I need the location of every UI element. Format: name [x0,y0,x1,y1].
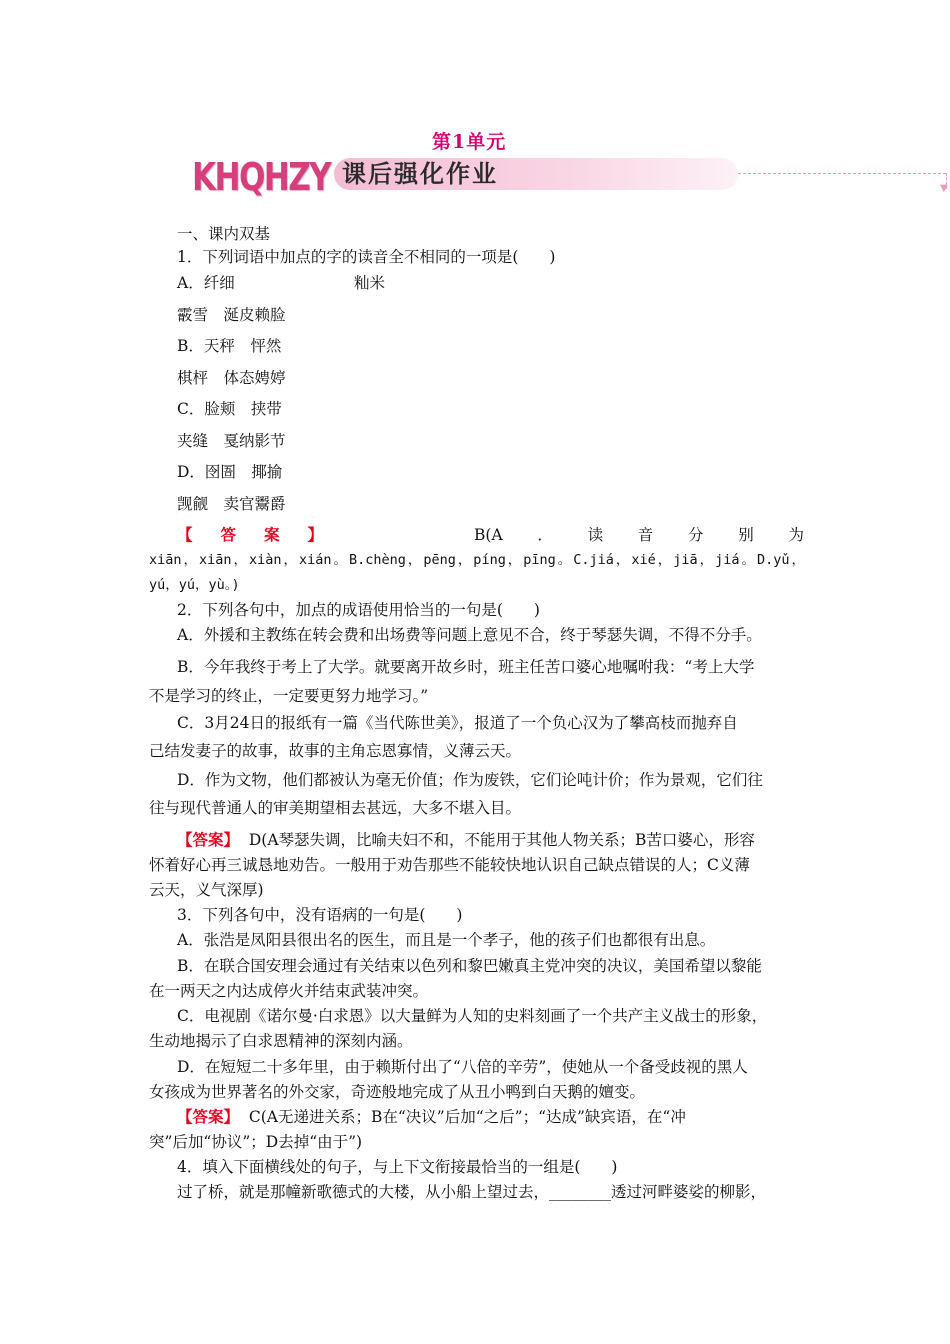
section-heading: 一、课内双基 [177,225,271,243]
q2-answer-label: 【答案】 [177,830,240,849]
q3-option-d-1: D．在短短二十多年里，由于赖斯付出了“八倍的辛劳”，使她从一个备受歧视的黑人 [177,1058,748,1076]
q4-passage-line1: 过了桥，就是那幢新歌德式的大楼，从小船上望过去，________透过河畔婆娑的柳影， [177,1183,767,1201]
q3-answer-text: C(A无递进关系；B在“决议”后加“之后”；“达成”缺宾语，在“冲 [248,1108,686,1126]
q2-option-d-1: D．作为文物，他们都被认为毫无价值；作为废铁，它们论吨计价；作为景观，它们往 [177,771,763,789]
q3-answer-line1 [177,1107,686,1127]
q1-option-b-1: B．天秤 怦然 [177,337,282,355]
q3-option-c-2: 生动地揭示了白求恩精神的深刻内涵。 [149,1032,413,1050]
q2-option-d-2: 往与现代普通人的审美期望相去甚远，大多不堪入目。 [149,799,522,817]
q3-stem: 3．下列各句中，没有语病的一句是( ) [177,906,463,924]
q2-option-b-2: 不是学习的终止，一定要更努力地学习。” [149,687,429,705]
q2-stem: 2．下列各句中，加点的成语使用恰当的一句是( ) [177,601,540,619]
q2-option-b-1: B．今年我终于考上了大学。就要离开故乡时，班主任苦口婆心地嘱咐我：“考上大学 [177,658,755,676]
q3-option-b-2: 在一两天之内达成停火并结束武装冲突。 [149,982,429,1000]
banner-logo-latin: KHQHZY [192,155,331,199]
q2-answer-line1 [177,830,755,850]
q2-option-c-2: 己结发妻子的故事，故事的主角忘恩寡情，义薄云天。 [149,742,522,760]
q2-option-c-1: C．3月24日的报纸有一篇《当代陈世美》，报道了一个负心汉为了攀高枝而抛弃自 [177,714,738,732]
banner-dashed-line [738,173,946,174]
section-banner [192,155,948,199]
q3-answer-line2: 突”后加“协议”；D去掉“由于”) [149,1133,363,1151]
q1-option-a-2: 霰雪 涎皮赖脸 [177,306,286,324]
banner-arrow-icon: ▼ [940,183,948,194]
q1-option-d-1: D．囹圄 揶揄 [177,463,283,481]
q1-answer-label: 【答案】 [177,525,352,544]
q1-option-b-2: 棋枰 体态娉婷 [177,369,286,387]
q2-answer-text: D(A琴瑟失调，比喻夫妇不和，不能用于其他人物关系；B苦口婆心，形容 [248,831,755,849]
q2-answer-line3: 云天，义气深厚) [149,881,264,899]
q3-option-c-1: C．电视剧《诺尔曼·白求恩》以大量鲜为人知的史料刻画了一个共产主义战士的形象， [177,1007,768,1025]
q3-option-b-1: B．在联合国安理会通过有关结束以色列和黎巴嫩真主党冲突的决议，美国希望以黎能 [177,957,762,975]
q2-option-a: A．外援和主教练在转会费和出场费等问题上意见不合，终于琴瑟失调，不得不分手。 [177,626,762,644]
q1-option-c-2: 夹缝 戛纳影节 [177,432,286,450]
q4-stem: 4．填入下面横线处的句子，与上下文衔接最恰当的一组是( ) [177,1158,618,1176]
q2-answer-line2: 怀着好心再三诚恳地劝告。一般用于劝告那些不能较快地认识自己缺点错误的人；C义薄 [149,856,750,874]
q1-stem: 1．下列词语中加点的字的读音全不相同的一项是( ) [177,248,556,266]
q3-answer-label: 【答案】 [177,1107,240,1126]
q3-option-d-2: 女孩成为世界著名的外交家，奇迹般地完成了从丑小鸭到白天鹅的嬗变。 [149,1083,646,1101]
q1-answer-line3: yú，yú，yù。) [149,577,240,593]
q3-option-a: A．张浩是凤阳县很出名的医生，而且是一个孝子，他的孩子们也都很有出息。 [177,931,716,949]
q1-answer-text: B(A．读音分别为 [474,526,804,544]
unit-title: 第1单元 [432,131,507,153]
q1-option-a-1b: 籼米 [354,274,386,292]
banner-logo-chinese: 课后强化作业 [342,160,498,188]
q1-option-d-2: 觊觎 卖官鬻爵 [177,495,286,513]
q1-option-c-1: C．脸颊 挟带 [177,400,282,418]
q1-option-a-1: A．纤细 [177,274,235,292]
q1-answer-line2: xiān，xiān，xiàn，xián。B.chèng，pēng，píng，pīng。C.jiá，xié，jiā，jiá。D.yǔ， [149,552,805,568]
